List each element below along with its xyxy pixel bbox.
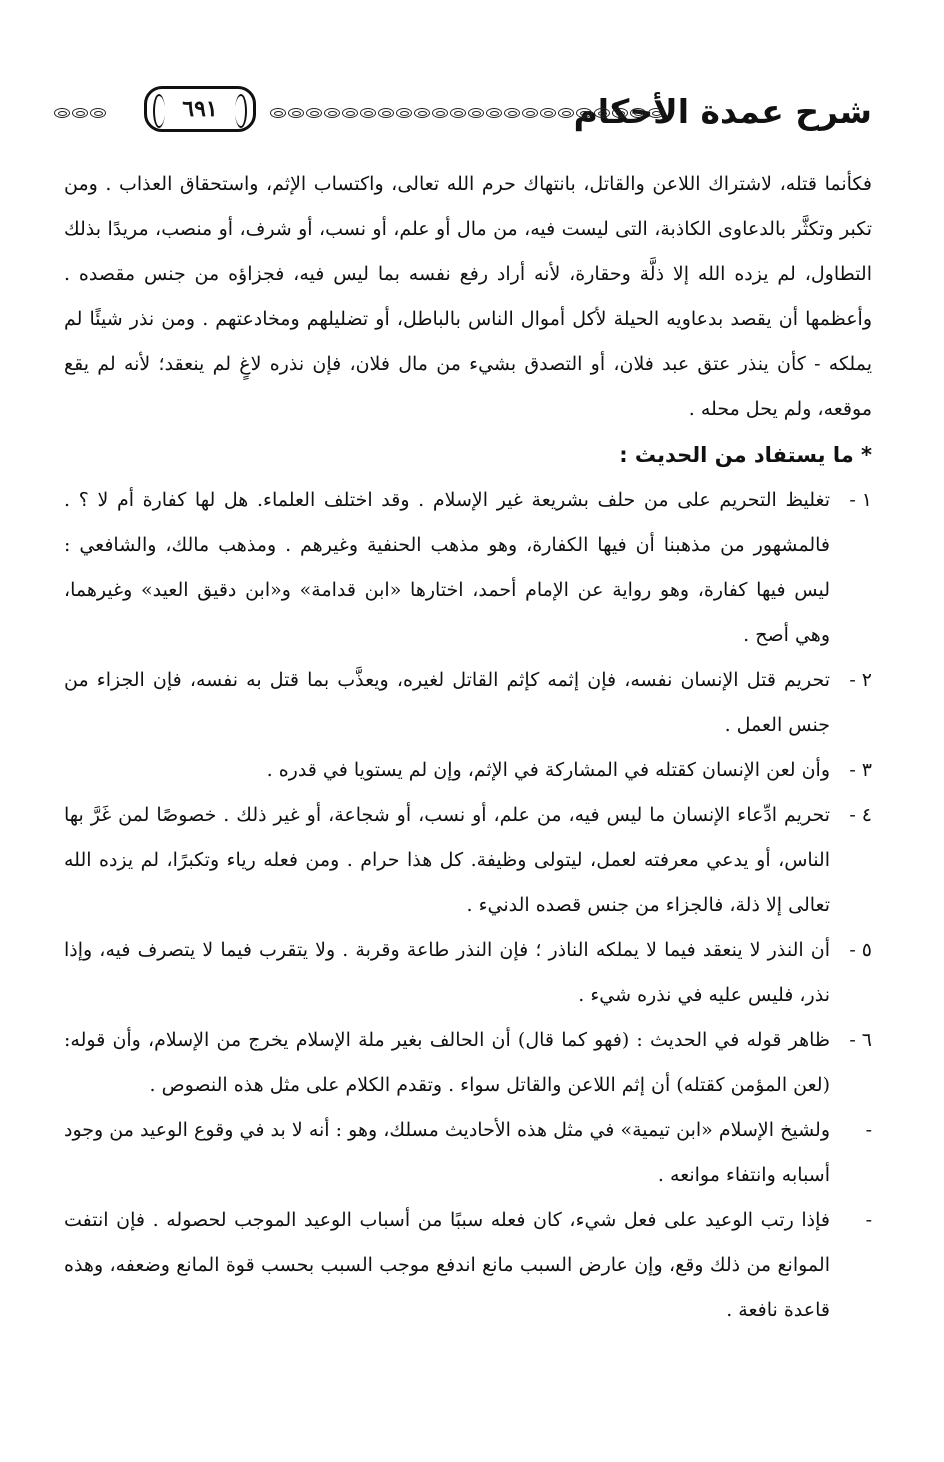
item-text: ولشيخ الإسلام «ابن تيمية» في مثل هذه الأحاديث مسلك، وهو : أنه لا بد في وقوع الوعيد من وجود أسبابه وانتفاء موانعه . bbox=[64, 1119, 830, 1186]
book-title: شرح عمدة الأحكام bbox=[573, 92, 872, 131]
list-item bbox=[64, 1198, 872, 1333]
item-text: أن النذر لا ينعقد فيما لا يملكه الناذر ؛ فإن النذر طاعة وقربة . ولا يتقرب فيما لا يتصرف فيه، وإذا نذر، فليس عليه في نذره شيء . bbox=[64, 939, 830, 1006]
item-text: فإذا رتب الوعيد على فعل شيء، كان فعله سببًا من أسباب الوعيد الموجب لحصوله . فإن انتفت الموانع من ذلك وقع، وإن عارض السبب مانع اندفع موجب السبب بحسب قوة المانع وضعفه، وهذه قاعدة نافعة . bbox=[64, 1209, 830, 1321]
list-item bbox=[64, 928, 872, 1018]
item-dash: - bbox=[865, 1119, 872, 1141]
intro-paragraph: فكأنما قتله، لاشتراك اللاعن والقاتل، بانتهاك حرم الله تعالى، واكتساب الإثم، واستحقاق العذاب . ومن تكبر وتكثَّر بالدعاوى الكاذبة، التى ليست فيه، من مال أو علم، أو نسب، أو شرف، أو منصب، مريدًا بذلك التطاول، لم يزده الله إلا ذلَّة وحقارة، لأنه أراد رفع نفسه بما ليس فيه، فجزاؤه من جنس مقصده . وأعظمها أن يقصد بدعاويه الحيلة لأكل أموال الناس بالباطل، أو تضليلهم ومخادعتهم . ومن نذر شيئًا لم يملكه - كأن ينذر عتق عبد فلان، أو التصدق بشيء من مال فلان، فإن نذره لاغٍ لم ينعقد؛ لأنه لم يقع موقعه، ولم يحل محله . bbox=[64, 173, 872, 420]
header-ornament bbox=[270, 108, 664, 118]
item-number: ٦ - bbox=[849, 1029, 872, 1051]
item-text: تحريم ادِّعاء الإنسان ما ليس فيه، من علم، أو نسب، أو شجاعة، أو غير ذلك . خصوصًا لمن غَرَّ بها الناس، أو يدعي معرفته لعمل، ليتولى وظيفة. كل هذا حرام . ومن فعله رياء وتكبرًا، لم يزده الله تعالى إلا ذلة، فالجزاء من جنس قصده الدنيء . bbox=[64, 804, 830, 916]
item-number: ١ - bbox=[849, 489, 872, 511]
item-text: وأن لعن الإنسان كقتله في المشاركة في الإثم، وإن لم يستويا في قدره . bbox=[266, 759, 830, 781]
list-item bbox=[64, 1018, 872, 1108]
list-item bbox=[64, 478, 872, 658]
item-number: ٤ - bbox=[849, 804, 872, 826]
list-item bbox=[64, 1108, 872, 1198]
section-heading: * ما يستفاد من الحديث : bbox=[619, 443, 872, 467]
item-number: ٢ - bbox=[849, 669, 872, 691]
page-number: ٦٩١ bbox=[144, 86, 256, 132]
item-dash: - bbox=[865, 1209, 872, 1231]
item-number: ٥ - bbox=[849, 939, 872, 961]
list-item bbox=[64, 793, 872, 928]
page-body bbox=[64, 162, 872, 1333]
item-number: ٣ - bbox=[849, 759, 872, 781]
list-item bbox=[64, 658, 872, 748]
header-ornament-small bbox=[54, 108, 106, 118]
item-text: ظاهر قوله في الحديث : (فهو كما قال) أن الحالف بغير ملة الإسلام يخرج من الإسلام، وأن قوله: (لعن المؤمن كقتله) أن إثم اللاعن والقاتل سواء . وتقدم الكلام على مثل هذه النصوص . bbox=[64, 1029, 830, 1096]
page-header bbox=[40, 86, 872, 142]
item-text: تحريم قتل الإنسان نفسه، فإن إثمه كإثم القاتل لغيره، ويعذَّب بما قتل به نفسه، فإن الجزاء من جنس العمل . bbox=[64, 669, 830, 736]
list-item bbox=[64, 748, 872, 793]
item-text: تغليظ التحريم على من حلف بشريعة غير الإسلام . وقد اختلف العلماء. هل لها كفارة أم لا ؟ . فالمشهور من مذهبنا أن فيها الكفارة، وهو مذهب الحنفية وغيرهم . ومذهب مالك، والشافعي : ليس فيها كفارة، وهو رواية عن الإمام أحمد، اختارها «ابن قدامة» و«ابن دقيق العيد» وغيرهما، وهي أصح . bbox=[64, 489, 830, 646]
